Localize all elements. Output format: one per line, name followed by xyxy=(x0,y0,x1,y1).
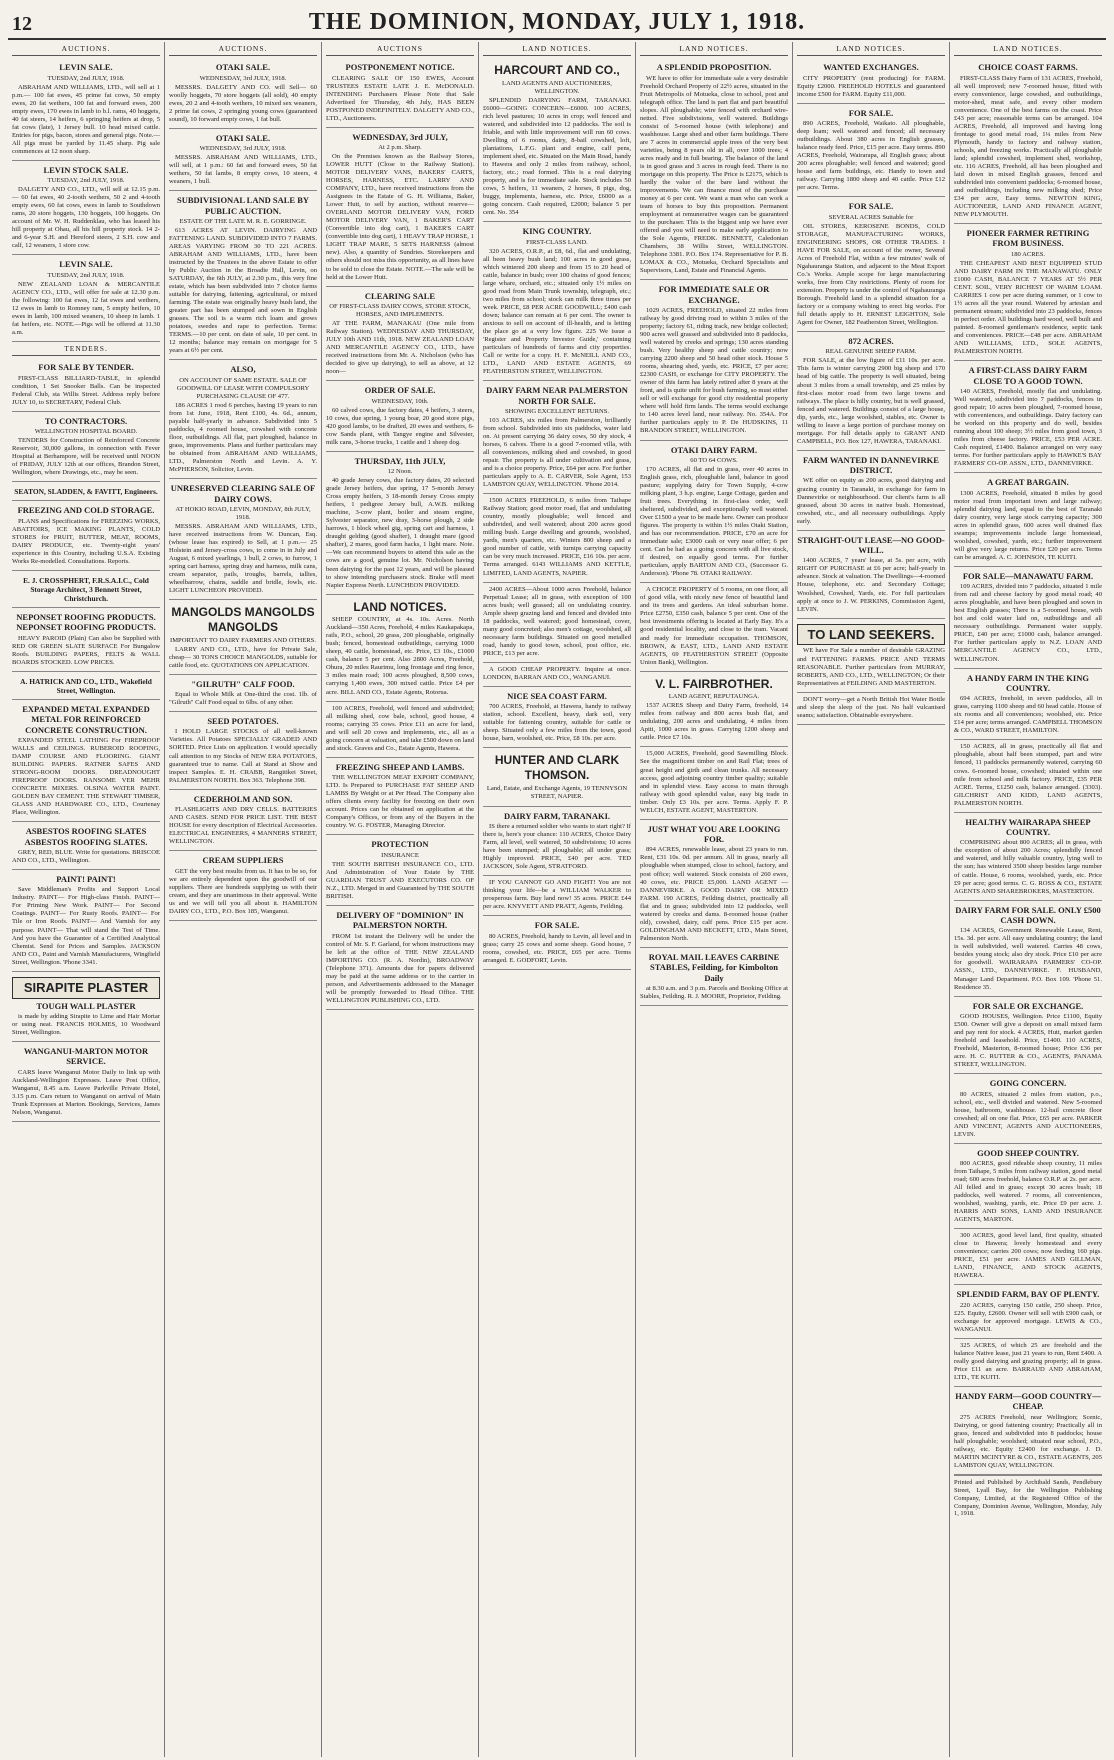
column-heading: LAND NOTICES. xyxy=(797,42,945,56)
ad-body-text: 60 calved cows, due factory dates, 4 heifers, 3 steers, 10 cows, due spring, 1 young boar, 20 good store pigs, 420 good lambs, to be drafted, 20 ewes and wethers, 6-cow Sands plant, with Tangye engine and Silvester, milk cans, 3-horse trucks, 1 cattle and 1 sheep dog. xyxy=(326,406,474,446)
ad-title: ROYAL MAIL LEAVES CARBINE STABLES, Feilding, for Kimbolton Daily xyxy=(648,951,780,983)
ad-body-text: 80 ACRES, Freehold, handy to Levin, all level and in grass; carry 25 cows and some sheep. Good house, 7 rooms, cowshed, etc. PRICE, £65 per acre. Terms arranged. E. GODFORT, Levin. xyxy=(483,932,631,964)
classified-ad xyxy=(954,361,1102,473)
ad-title: WANGANUI-MARTON MOTOR SERVICE. xyxy=(23,1045,149,1067)
ad-title: CHOICE COAST FARMS. xyxy=(978,62,1078,73)
ad-subtitle: OF FIRST-CLASS DAIRY COWS, STORE STOCK, HORSES, AND IMPLEMENTS. xyxy=(329,302,471,318)
ad-title: FREEZING SHEEP AND LAMBS. xyxy=(335,761,465,772)
ad-subtitle: IMPORTANT TO DAIRY FARMERS AND OTHERS. xyxy=(170,636,316,644)
ad-body-text: 694 ACRES, freehold, in seven paddocks, all in grass, carrying 1100 sheep and 60 head cattle. House of six rooms and all conveniences; woolshed, etc. Price £14 per acre; terms arranged. CAMPBELL THOMSON & CO., WARD STREET, HAMILTON. xyxy=(954,695,1102,735)
ad-body-text: SHEEP COUNTRY, at 4s. 10s. Acres. North Auckland—350 Acres, Freehold, 4 miles Kaukapakapa, rails, P.O., school, 20 grass, 200 ploughable, originally bush; fenced, homestead outbuildings, carrying 1000 sheep, 40 cattle, homestead, etc. Price, £3 10s., £1000 cash, balance 5 per cent. Also 2800 Acres, Freehold, Ohura, 20 miles Raurimu, long frontage and ring fence, 3 miles main road; 100 acres ploughed, 8,500 cows, carrying 1,400 ewes, 300 mixed cattle. Price £4 per acre. BILL AND CO., Estate Agents, Rotorua. xyxy=(326,616,474,696)
ad-heading: HUNTER AND CLARK THOMSON. xyxy=(494,753,620,783)
classified-ad xyxy=(797,332,945,451)
classified-ad xyxy=(483,876,631,916)
ad-title: OTAKI SALE. xyxy=(215,62,271,73)
newspaper-column xyxy=(950,42,1106,1757)
ad-signature: A. HATRICK AND CO., LTD., Wakefield Street, Wellington. xyxy=(20,676,152,695)
classified-ad xyxy=(483,687,631,749)
ad-body-text: 613 ACRES AT LEVIN. DAIRYING AND FATTENING LAND. SUBDIVIDED INTO 7 FARMS. AREAS VARYING FROM 30 TO 221 ACRES. ABRAHAM AND WILLIAMS, LTD., have been instructed by the Trustees in the above Estate to offer by Public Auction in the Broadie Hall, Levin, on SATURDAY, the 6th JULY, at 2.30 p.m., this very fine estate, which has been subdivided into 7 choice farms suitable for dairying, fattening, agricultural, or mixed farming. The estate was originally heavy bush land, the greater part has been stumped and sown in English grasses. The soil is a warm rich loam and grows potatoes, swedes and rape to perfection. Terms: TERMS.—10 per cent. on date of sale, 10 per cent. in 12 months; balance may remain on mortgage for 5 years at 6½ per cent. xyxy=(169,226,317,355)
classified-ad xyxy=(169,712,317,790)
ad-body-text: COMPRISING about 800 ACRES; all in grass, with the exception of about 200 Acres; splendidly fenced and watered, and hilly valuable country, lying well to the sun; has wintered 3500 sheep besides large number of cattle. House, 6 rooms, woolshed, yards, etc. Price £9 per acre; good terms. C. G. ROSS & CO., ESTATE AGENTS AND SHAREBROKERS, MASTERTON. xyxy=(954,839,1102,895)
ad-body-text: FLASHLIGHTS AND DRY CELLS. BATTERIES AND CASES. SEND FOR PRICE LIST. THE BEST HOUSE for every description of Electrical Accessories. ELECTRICAL ENGINEERS, 4 MANNERS STREET, WELLINGTON. xyxy=(169,805,317,846)
ad-subtitle: WEDNESDAY, 3rd JULY, 1918. xyxy=(199,74,287,82)
ad-body-text: 2400 ACRES—About 1000 acres Freehold, balance Perpetual Lease; all in grass, with exception of 100 acres bush; well grassed; all on undulating country. Ample sheep grazing land and fenced and divided into 18 paddocks, well watered; good homestead, cover, many good concreted; also men's cottage, woolshed, all necessary farm buildings. Situated on good metalled road, handy to good town, school, post office, etc. PRICE, £13 per acre. xyxy=(483,585,631,657)
ad-title: GOOD SHEEP COUNTRY. xyxy=(977,1147,1079,1158)
classified-ad xyxy=(954,1144,1102,1230)
classified-ad xyxy=(326,381,474,452)
classified-ad xyxy=(483,381,631,494)
classified-ad xyxy=(640,441,788,584)
ad-title: WEDNESDAY, 3rd JULY, xyxy=(352,131,448,142)
ad-body-text: FIRST-CLASS Dairy Farm of 131 ACRES, Freehold, all well improved; new 7-roomed house, fitted with every convenience, large cowshed, and outbuildings, motor-shed, meat safe, and every other modern convenience. One of the best farms on the coast. Price £43 per acre; reasonable terms can be arranged. 104 ACRES, Freehold, all improved and having long frontage to good metal road, 1¼ miles from New Plymouth, handy to factory and railway station, schools, and freezing works. Practically all ploughable land; splendid cowshed, implement shed, workshop, etc. 116 ACRES, Freehold, all has been ploughed and laid down in mixed English grasses, fenced and subdivided into convenient paddocks; 6-roomed house, and outbuildings, including new milking shed; Price £34 per acre, Easy terms. NEWTON KING, AUCTIONEER, LAND AND FINANCE AGENT, NEW PLYMOUTH. xyxy=(954,74,1102,219)
ad-body-text: 80 ACRES, situated 2 miles from station, p.o., school, etc., well divided and watered. New 5-roomed house, bathroom, washhouse. 12-bail concrete floor cowshed; all on one flat. Price, £65 per acre. PARKER AND VINCENT, AGENTS AND AUCTIONEERS, LEVIN. xyxy=(954,1090,1102,1138)
classified-ad xyxy=(12,58,160,161)
ad-title: THURSDAY, 11th JULY, xyxy=(354,455,446,466)
ad-body-text: WE have For Sale a number of desirable GRAZING and FATTENING FARMS. PRICE AND TERMS REASONABLE. Further particulars from MURRAY, ROBERTS, AND CO., LTD., WELLINGTON; Or their Representatives at FEILDING AND MASTERTON. xyxy=(797,647,945,687)
ad-title: LEVIN SALE. xyxy=(59,62,113,73)
ad-body-text: 150 ACRES, all in grass, practically all flat and ploughable, about half been stumped, part and wire fenced, 11 paddocks permanently watered, carrying 60 cows. 6-roomed house, cowshed; situated within one mile from school and milk factory. PRICE, £35 PER ACRE. Terms, £1250 cash, balance arranged. (3303). GILCHRIST AND KIDD, LAND AGENTS, PALMERSTON NORTH. xyxy=(954,743,1102,807)
ad-title: KING COUNTRY. xyxy=(522,226,592,237)
ad-body-text: On the Premises known as the Railway Stores, LOWER HUTT (Close to the Railway Station). MOTOR DELIVERY VANS, BAKERS' CARTS, HORSES, HARNESS, ETC. LARRY AND COMPANY, LTD., have received instructions from the Assignees in the Estate of G. H. Williams, Baker, Lower Hutt, to sell by auction, without reserve— OVERLAND MOTOR DELIVERY VAN, FORD MOTOR DELIVERY VAN, 1 BAKER'S CART (Convertible into dog cart), 1 BAKER'S CART (convertible into dog cart), 1 HEAVY TRAP HORSE, 1 LIGHT TRAP MARE, 5 SETS HARNESS (almost new). Also, a quantity of Sundries. Storekeepers and others should not miss this opportunity, as all lines have to be sold to close the Estate. NOTE.—The sale will be held at the Lower Hutt. xyxy=(326,153,474,281)
ad-title: ALSO, xyxy=(230,364,256,375)
classified-ad xyxy=(797,197,945,332)
column-heading: AUCTIONS. xyxy=(12,42,160,56)
ad-title: CEDERHOLM AND SON. xyxy=(193,793,293,804)
ad-body-text: 275 ACRES Freehold, near Wellington; Scenic, Dairying, or good fattening country; Practically all in grass, fenced and subdivided into 8 paddocks; house half ploughable; woolshed; situated near school, P.O., railway, etc. Equity £2400 for exchange. J. D. MARTIN MCINTYRE & CO., ESTATE AGENTS, 205 LAMBTON QUAY, WELLINGTON. xyxy=(954,1413,1102,1470)
ad-title: UNRESERVED CLEARING SALE OF DAIRY COWS. xyxy=(170,483,316,504)
ad-body-text: SPLENDID DAIRYING FARM, TARANAKI. £6000—GOING CONCERN—£6000. 100 ACRES, rich level pastures; 10 acres in crop; well fenced and watered, and subdivided into 12 paddocks. The soil is friable, and with little improvement will run 60 cows. Dwelling of 6 rooms, dairy, 8-bail cowshed, loft, plantations, L.F.G. plant and engine, calf pens, implement shed, etc. Situated on the Main Road, handy to Hawera and only 2 miles from railway, school, factory, etc.; road formed. This is a real dairying property, and is for immediate sale. Stock includes 50 cows, 5 heifers, 11 weaners, 2 horses, 8 pigs, dog, buggy, implements, harness, etc. Price, £6000 as a going concern. Cash required, £2000; balance 5 per cent. No. 354 xyxy=(483,96,631,217)
classified-ad xyxy=(954,1387,1102,1475)
ad-title: STRAIGHT-OUT LEASE—NO GOOD-WILL. xyxy=(797,534,945,556)
ad-body-text: 186 ACRES 1 rood 6 perches, having 19 years to run from 1st June, 1918, Rent £100, 4s. 6d., annum, payable half-yearly in advance. Subdivided into 5 paddocks, 4 roomed house, cowshed with concrete floor, outbuildings. All flat, part ploughed, balance in grass, improvements. Plans and further particulars may be obtained from ABRAHAM AND WILLIAMS, LTD., Palmerston North and Levin. A. Y. McPHERSON, Solicitor, Levin. xyxy=(169,401,317,474)
classified-ad xyxy=(169,58,317,129)
ad-title: ORDER OF SALE. xyxy=(364,385,436,396)
ad-body-text: 40 grade Jersey cows, due factory dates, 20 selected grade Jersey heifers, due spring, 17 5-month Jersey Cross empty heifers, 3 18-month Jersey Cross empty heifers, 1 pedigree Jersey bull, A.W.B. milking machine, 3-cow plant, boiler and steam engine, Sylvester separator, new dray, 3-horse plough, 2 side harrows, 1 block wheel gig, spring cart and harness, 1 draught gelding (good shafter), 1 draught mare (good shafter), 2 mares, good farm hacks, 1 light mare. Note.—We can recommend buyers to attend this sale as the cows are a good, genuine lot. Mr. Nicholson having been dairying for the past 12 years, and will be pleased to show intending purchasers stock. Brake will meet Napier Express North. LUNCHEON PROVIDED. xyxy=(326,477,474,589)
classified-ad xyxy=(954,813,1102,901)
classified-ad xyxy=(954,1229,1102,1285)
ad-columns xyxy=(8,42,1106,1757)
ad-title: HANDY FARM—GOOD COUNTRY—CHEAP. xyxy=(955,1391,1101,1412)
ad-body-text: 1537 ACRES Sheep and Dairy Farm, freehold, 14 miles from railway and 800 acres bush flat, and undulating, 200 acres and undulating, 4 miles from Apiti, 1000 acres in grass. Carrying 1200 sheep and cattle. Price £7 10s. xyxy=(640,702,788,742)
ad-title: FOR SALE BY TENDER. xyxy=(38,362,134,373)
classified-ad xyxy=(954,669,1102,741)
ad-body-text: Equal to Whole Milk at One-third the cost. 1lb. of "Gilruth" Calf Food equal to 6lbs. of any other. xyxy=(169,690,317,707)
ad-body-text: 890 ACRES, Freehold, Waikato. All ploughable, deep loam; well watered and fenced; all necessary outbuildings. About 380 acres in English grasses, balance ready feed. Price, £15 per acre. Easy terms. 890 ACRES, Freehold, Wairarapa, all English grass; about 200 acres ploughable; well fenced and watered; good house and farm buildings, etc. Handy to town and railway. Carrying 1800 sheep and 40 cattle. Price £12 per acre. Terms. xyxy=(797,119,945,192)
ad-body-text: EXPANDED STEEL LATHING For FIREPROOF WALLS and CEILINGS. RUBEROID ROOFING, DAMP COURSE AND FLOORING. GIANT BUILDING PAPERS. RATNER SAFES AND STRONG-ROOM DOORS. DREADNOUGHT FIREPROOF DOORS. RANSOME VER MEHR CONCRETE MIXERS. OLSINA WATER PAINT. GOLDEN BAY CEMENT. THE STEWART TIMBER, GLASS AND HARDWARE CO., LTD., Courtenay Place, Wellington. xyxy=(12,736,160,817)
ad-subtitle: TUESDAY, 2nd JULY, 1918. xyxy=(47,74,125,82)
classified-ad xyxy=(483,748,631,806)
ad-title: PAINT! PAINT! xyxy=(56,873,116,884)
ad-title: TOUGH WALL PLASTER xyxy=(36,1000,136,1011)
ad-body-text: THE CHEAPEST AND BEST EQUIPPED STUD AND DAIRY FARM IN THE MANAWATU. ONLY £1000 CASH, BALANCE 7 YEARS AT 5½ PER CENT. SOIL, VERY RICHEST OF WARM LOAM. CARRIES 1 cow per acre during summer, or 1 cow to 1½ acres all the year round. Watered by artesian and permanent stream; subdivided into 23 paddocks, fences in perfect order. All buildings hard wood, well built and painted. 8-roomed gentleman's residence, septic tank and conveniences. PRICE—£48 per acre. ABRAHAM AND WILLIAMS, LTD., SOLE AGENTS, PALMERSTON NORTH. xyxy=(954,259,1102,356)
ad-title: NEPONSET ROOFING PRODUCTS. NEPONSET ROOFING PRODUCTS. xyxy=(16,611,156,633)
classified-ad xyxy=(12,870,160,972)
ad-subtitle: WEDNESDAY, 3rd JULY, 1918. xyxy=(199,145,287,153)
ad-heading: MANGOLDS MANGOLDS MANGOLDS xyxy=(171,605,315,634)
ad-body-text: GET the very best results from us. It has to be so, for we are entirely dependent upon the goodwill of our suppliers. There are hundreds supplying us with their cream, and they are unanimous in their approval. Write us and we will tell you all about it. HAMILTON DAIRY CO., LTD., P.O. Box 185, Wanganui. xyxy=(169,867,317,915)
classified-ad xyxy=(169,600,317,674)
classified-ad xyxy=(954,224,1102,361)
ad-body-text: CLEARING SALE OF 150 EWES, Account TRUSTEES ESTATE LATE J. E. McDONALD. INTENDING Purchasers Please Note that Sale Advertised for Thursday, 4th July, HAS BEEN POSTPONED INDEFINITELY. DALGETY AND CO., LTD., Auctioneers. xyxy=(326,74,474,122)
ad-title: OTAKI DAIRY FARM. xyxy=(670,444,758,455)
ad-body-text: 800 ACRES, good rideable sheep country, 11 miles from Taihape, 5 miles from railway station, good metal road; 600 acres freehold, balance O.R.P. at 2s. per acre. All felled and in grass; except 30 acres bush; 18 paddocks, well watered. 7 rooms, all conveniences, woolshed, washing, yards, etc. Price £9 per acre. J. HARRIS AND SONS, LAND AND INSURANCE AGENTS, MARTON. xyxy=(954,1160,1102,1224)
classified-ad xyxy=(483,916,631,969)
classified-ad xyxy=(326,58,474,128)
classified-ad xyxy=(169,851,317,921)
classified-ad xyxy=(954,1285,1102,1338)
ad-body-text: GOOD HOUSES, Wellington. Price £1100, Equity £500. Owner will give a deposit on small mixed farm and pay rent for stock. 4 ACRES, Hutt, market garden freehold and leasehold. Price, £1400. 110 ACRES, Freehold, Masterton, 8-roomed house; Price £36 per acre. H. C. RUTTER & CO., AGENTS, PANAMA STREET, WELLINGTON. xyxy=(954,1012,1102,1069)
ad-body-text: is made by adding Sirapite to Lime and Hair Mortar or using neat. FRANCIS HOLMES, 10 Woodward Street, Wellington. xyxy=(12,1012,160,1036)
ad-title: SEED POTATOES. xyxy=(207,716,279,727)
ad-title: WANTED EXCHANGES. xyxy=(823,62,919,73)
ad-body-text: 220 ACRES, carrying 150 cattle, 250 sheep. Price, £25. Equity, £2600. Owner will sell with £900 cash, or exchange for approved mortgage. LEWIS & CO., WANGANUI. xyxy=(954,1301,1102,1333)
classified-ad xyxy=(326,758,474,836)
classified-ad xyxy=(640,58,788,280)
ad-title: 872 ACRES. xyxy=(848,336,894,347)
classified-ad xyxy=(640,747,788,819)
ad-subtitle: ESTATE OF THE LATE M. R. E. GORRINGE. xyxy=(179,217,307,225)
ad-title: GOING CONCERN. xyxy=(989,1078,1067,1089)
ad-subtitle: FIRST-CLASS LAND. xyxy=(526,238,588,246)
classified-ad xyxy=(797,58,945,103)
newspaper-column xyxy=(165,42,322,1757)
ad-title: A SPLENDID PROPOSITION. xyxy=(656,62,772,73)
ad-title: "GILRUTH" CALF FOOD. xyxy=(191,678,295,689)
classified-ad xyxy=(954,567,1102,669)
classified-ad xyxy=(954,58,1102,224)
classified-ad xyxy=(12,358,160,411)
ad-subtitle: ON ACCOUNT OF SAME ESTATE. SALE OF GOODWILL OF LEASE WITH COMPULSORY PURCHASING CLAUSE OF 477. xyxy=(176,376,310,400)
classified-ad xyxy=(483,807,631,877)
ad-title: ASBESTOS ROOFING SLATES ASBESTOS ROOFING SLATES. xyxy=(24,826,148,847)
ad-body-text: 894 ACRES, renewable lease, about 23 years to run. Rent, £31 10s. 0d. per annum. All in grass, nearly all ploughable when stumped, close to school, factory, and post office; well watered. Stock consists of 260 ewes, 40 cows, etc. PRICE £5,000. LAND AGENT — DANNEVIRKE. A GOOD DAIRY OR MIXED FARM. 190 ACRES, Feilding district, practically all flat and in grass; subdivided into 12 paddocks, well watered by creeks and dams. 8-roomed house (rather old), cowshed, dairy, calf pens. Price £15 per acre. GOLDINGHAM AND BECKETT, LTD., Main Street, Palmerston North. xyxy=(640,846,788,942)
ad-title: HEALTHY WAIRARAPA SHEEP COUNTRY. xyxy=(965,816,1091,838)
newspaper-column xyxy=(793,42,950,1757)
column-heading: LAND NOTICES. xyxy=(954,42,1102,56)
classified-ad xyxy=(12,571,160,608)
ad-subtitle: SEVERAL ACRES Suitable for xyxy=(828,213,914,221)
classified-ad xyxy=(12,972,160,1042)
classified-ad xyxy=(326,287,474,382)
masthead xyxy=(8,6,1106,40)
classified-ad xyxy=(12,161,160,256)
ad-body-text: PLANS and Specifications for FREEZING WORKS, ABATTOIRS, ICE MAKING PLANTS, COLD STORES for FRUIT, BUTTER, MEAT, ROOMS, DAIRY PRODUCE, etc. Twenty-eight years' experience in this Country, including U.S.A. Existing Works Re-modelled. Consultations. Reports. xyxy=(12,517,160,565)
classified-ad xyxy=(954,1339,1102,1387)
ad-body-text: AT THE FARM, MANAKAU (One mile from Railway Station). WEDNESDAY AND THURSDAY, JULY 10th AND 11th, 1918. NEW ZEALAND LOAN AND MERCANTILE AGENCY CO., LTD., have received instructions from Mr. A. Nicholson (who has decided to give up dairying), to sell as above, at 12 noon— xyxy=(326,320,474,376)
ad-body-text: ABRAHAM AND WILLIAMS, LTD., will sell at 1 p.m.— 100 fat ewes, 45 prime fat cows, 50 empty ewes, 20 fat wethers, 100 fat and forward ewes, 200 empty ewes, 170 ewes in lamb to b.l. rams, 40 hoggets, 40 fat steers, 14 heifers, 6 springing heifers at drop, 5 fat cows (late), 1 Jersey bull. 10 head mixed cattle. Entries for pigs, bacon, stores and general pigs. Note.—All pigs must be yarded by 11.45 sharp. Pig sale commences at 12 noon sharp. xyxy=(12,83,160,155)
ad-subtitle: AT HOKIO ROAD, LEVIN, MONDAY, 8th JULY, 1918. xyxy=(175,505,311,521)
ad-banner: TO LAND SEEKERS. xyxy=(797,624,945,646)
ad-title: CLEARING SALE xyxy=(364,290,436,301)
classified-ad xyxy=(169,129,317,192)
ad-body-text: IS there a returned soldier who wants to start right? If there is, here's your chance: 110 ACRES, Choice Dairy Farm, all level, well watered, 50 subdivisions; 10 acres have been stumped; all ploughable; all under grass; Highly improved. PRICE, £40 per acre. TED JACKSON, Sole Agent, STRATFORD. xyxy=(483,823,631,871)
ad-title: PIONEER FARMER RETIRING FROM BUSINESS. xyxy=(966,228,1090,249)
classified-ad xyxy=(12,501,160,571)
ad-body-text: at 8.30 a.m. and 3 p.m. Parcels and Booking Office at Stables, Feilding. R. J. MOORE, Proprietor, Feilding. xyxy=(640,984,788,1000)
classified-ad xyxy=(12,822,160,870)
ad-body-text: 320 ACRES, O.R.P., at £8, 6d., flat and undulating, all been heavy bush land; 100 acres in good grass, which wintered 200 sheep and from 15 to 20 head of cattle, balance in bush; over 100 chains of good fences; large whare, orchard, etc.; situated only 1½ miles on good road from Main Trunk township, telegraph, etc.; two miles from school; stock can milk three times per week. PRICE, £8 PER ACRE GOODWILL; £400 cash down; balance can remain at 6 per cent. The owner is anxious to sell on account of ill-health, and is letting the place go at a very low figure. 225 We issue a 'Register and Property Investor Guide,' containing particulars of hundreds of farms and city properties. Call or write for a copy. H. F. McNEILL AND CO., LTD., LAND AND ESTATE AGENTS, 69 FEATHERSTON STREET, WELLINGTON. xyxy=(483,247,631,376)
ad-title: DAIRY FARM, TARANAKI. xyxy=(503,810,611,821)
ad-body-text: 134 ACRES, Government Renewable Lease, Rent, 15s. 3d. per acre. All easy undulating country; the land is well subdivided, well watered. Carries 48 cows, besides young stock; also dry stock. Price £10 per acre for goodwill. WAIRARAPA FARMERS' CO-OP. ASSN., LTD., DANNEVIRKE. F. HUSBAND, Manager Land Department. P.O. Box 109. 'Phone 51. Residence 35. xyxy=(954,927,1102,991)
ad-heading: HARCOURT AND CO., xyxy=(494,63,620,78)
ad-title: POSTPONEMENT NOTICE. xyxy=(345,62,455,73)
ad-body-text: GREY, RED, BLUE. Write for quotations. BRISCOE AND CO., LTD., Wellington. xyxy=(12,848,160,864)
newspaper-column xyxy=(322,42,479,1757)
newspaper-column xyxy=(636,42,793,1757)
ad-body-text: THE SOUTH BRITISH INSURANCE CO., LTD. And Administration of Your Estate by THE GUARDIAN TRUST AND EXECUTORS CO. OF N.Z., LTD. Merged in and Guaranteed by THE SOUTH BRITISH. xyxy=(326,860,474,900)
ad-heading: V. L. FAIRBROTHER. xyxy=(655,676,773,691)
ad-title: FOR SALE—MANAWATU FARM. xyxy=(962,570,1094,581)
ad-subtitle: TUESDAY, 2nd JULY, 1918. xyxy=(47,177,125,185)
ad-body-text: CITY PROPERTY (rent producing) for FARM. Equity £2000. FREEHOLD HOTELS and guaranteed income £500 for FARM. Equity £11,000. xyxy=(797,74,945,98)
classified-ad xyxy=(169,360,317,479)
ad-subtitle: At 2 p.m. Sharp. xyxy=(378,144,422,152)
classified-ad xyxy=(483,222,631,381)
ad-body-text: MESSRS. ABRAHAM AND WILLIAMS, LTD., will sell, at 1 p.m.: 60 fat and forward ewes, 50 fat wethers, 50 fat lambs, 8 empty cows, 10 steers, 4 weaners, 1 bull. xyxy=(169,154,317,186)
classified-ad xyxy=(797,693,945,725)
classified-ad xyxy=(640,820,788,948)
classified-ad xyxy=(797,619,945,693)
ad-subtitle: INSURANCE xyxy=(381,851,419,859)
classified-ad xyxy=(954,1074,1102,1144)
ad-title: DAIRY FARM FOR SALE. ONLY £500 CASH DOWN. xyxy=(955,904,1101,925)
printer-imprint: Printed and Published by Archibald Sands, Pendlebury Street, Lyall Bay, for the Wellington Publishing Company, Limited, at the Registered Office of the Company, Dominion Avenue, Wellington, Monday, July 1, 1918. xyxy=(954,1475,1102,1518)
newspaper-title: THE DOMINION, MONDAY, JULY 1, 1918. xyxy=(308,9,806,35)
ad-subtitle: SHOWING EXCELLENT RETURNS. xyxy=(504,407,610,415)
ad-body-text: 170 ACRES, all flat and in grass, over 40 acres in English grass, rich, ploughable land, balance in good pasture; supplying dairy for Town Supply, 4-cow milking plant, 3 h.p. engine, Large Cottage, garden and fruit trees. Everything in first-class order, well sheltered, subdivided, and exceptionally well watered. Over £1500 a year to be made here. Owner can produce figures. The property is within 1½ miles Otaki Station, and has our recommendation. PRICE, £70 an acre for immediate sale; £3000 cash or very near offer; 6 per cent. Can be had as a going concern with all live stock, if desired, on equally good terms. For further particulars, apply BARTON AND CO., (Successor G. Anderson). 'Phone 78. OTAKI RAILWAY. xyxy=(640,465,788,578)
classified-ad xyxy=(169,790,317,852)
ad-title: A FIRST-CLASS DAIRY FARM CLOSE TO A GOOD TOWN. xyxy=(968,365,1088,386)
newspaper-column xyxy=(479,42,636,1757)
classified-ad xyxy=(12,700,160,822)
classified-ad xyxy=(326,835,474,906)
ad-body-text: 100 ACRES, Freehold, well fenced and subdivided; all milking shed, cow bale, school, good house, 4 rooms; carrying 35 cows. Price £11 an acre for land, and will sell 20 cows and implements, etc., all as a going concern at valuation, and take £500 down on land and stock. Graves and Co., Estate Agents, Hawera. xyxy=(326,704,474,752)
classified-ad xyxy=(483,583,631,663)
ad-title: OTAKI SALE. xyxy=(215,132,271,143)
ad-body-text: WE offer on equity as 200 acres, good dairying and grazing country in Taranaki, in exchange for farm in Dannevirke or neighbourhood. Our client's farm is all grassed, about 30 acres in native bush. Homestead, cowshed, etc., and all necessary outbuildings. Apply early. xyxy=(797,477,945,525)
classified-ad xyxy=(326,702,474,758)
column-heading: LAND NOTICES. xyxy=(640,42,788,56)
ad-title: A HANDY FARM IN THE KING COUNTRY. xyxy=(967,672,1089,693)
classified-ad xyxy=(954,473,1102,567)
ad-banner: SIRAPITE PLASTER xyxy=(12,977,160,999)
ad-title: PROTECTION xyxy=(371,839,429,850)
classified-ad xyxy=(169,191,317,360)
classified-ad xyxy=(640,672,788,748)
classified-ad xyxy=(12,1042,160,1122)
ad-subtitle: 60 TO 64 COWS. xyxy=(690,456,738,464)
ad-subtitle: REAL GENUINE SHEEP FARM. xyxy=(825,348,917,356)
classified-ad xyxy=(640,948,788,1006)
ad-title: FOR IMMEDIATE SALE OR EXCHANGE. xyxy=(658,284,770,305)
ad-subtitle: Land, Estate, and Exchange Agents, 19 TENNYSON STREET, NAPIER. xyxy=(486,784,628,800)
ad-title: FOR SALE. xyxy=(848,201,894,212)
ad-title: FOR SALE OR EXCHANGE. xyxy=(972,1000,1084,1011)
ad-body-text: 300 ACRES, good level land, first quality, situated close to Hawera; lovely homestead and every convenience; carries 200 cows; now feeding 160 pigs. PRICE, £51 per acre. JAMES AND GILLMAN, LAND, FINANCE, AND STOCK AGENTS, HAWERA. xyxy=(954,1232,1102,1280)
ad-body-text: FIRST-CLASS BILLIARD-TABLE, in splendid condition, 1 Set Snooker Balls. Can be inspected Federal Club, sta Willis Street. Address reply before JULY 10, to SECRETARY, Federal Club. xyxy=(12,374,160,406)
classified-ad xyxy=(169,479,317,600)
ad-subtitle: 12 Noon. xyxy=(387,468,413,476)
ad-title: FREEZING AND COLD STORAGE. xyxy=(17,505,155,516)
classified-ad xyxy=(12,672,160,700)
ad-body-text: THE WELLINGTON MEAT EXPORT COMPANY, LTD. Is Prepared to PURCHASE FAT SHEEP AND LAMBS By Weight or at Per Head. The Company also offers clients every facility for freezing on their own account. Prices can be obtained on application at the Company's Offices, or from any of the Buyers in the country. W. G. FOSTER, Managing Director. xyxy=(326,774,474,830)
classified-ad xyxy=(954,740,1102,812)
classified-ad xyxy=(797,104,945,198)
ad-body-text: A GOOD CHEAP PROPERTY. Inquire at once. LONDON, BARRAN AND CO., WANGANUI. xyxy=(483,665,631,681)
ad-subtitle: 180 ACRES. xyxy=(1010,250,1046,258)
ad-signature: E. J. CROSSPHERT, F.R.S.A.I.C., Cold Storage Architect, 3 Bennett Street, Christchurch. xyxy=(23,575,149,603)
ad-body-text: Save Middleman's Profits and Support Local Industry. PAINT— For High-class Finish. PAINT— For Priming New Work. PAINT— For Second Coatings. PAINT— For Rusty Roofs. PAINT— For Tile or Iron Roofs. PAINT— And Varnish for any purpose. PAINT— That will stand the Test of Time. And you have the Guarantee of a Certified Analytical Chemist. Send for Prices and Samples. JACKSON AND CO., Paint and Varnish Manufacturers, Wingfield Street, Wellington. 'Phone 3341. xyxy=(12,886,160,966)
classified-ad xyxy=(954,901,1102,997)
classified-ad xyxy=(483,663,631,687)
classified-ad xyxy=(12,412,160,483)
classified-ad xyxy=(326,906,474,1010)
section-heading: TENDERS. xyxy=(12,342,160,356)
ad-body-text: 1300 ACRES, Freehold, situated 8 miles by good motor road from important town and large railway; splendid dairying land, equal to the best of Taranaki dairy country, very large stock carrying capacity; 300 acres in splendid grass, 600 acres well drained flax swamps; improvements include large homestead, woolshed, cowshed, yards, etc.; further improvement will give very large returns. Price £20 per acre. Terms can be arranged. A. C. JOHNSON, TE KUITI. xyxy=(954,489,1102,561)
ad-body-text: HEAVY PAROID (Plain) Can also be Supplied with RED OR GREEN SLATE SURFACE For Bungalow Roofs. BUILDING PAPERS, FELTS & WALL BOARDS STOCKED. LOW PRICES. xyxy=(12,634,160,666)
ad-body-text: LARRY AND CO., LTD., have for Private Sale, cheap— 30 TONS CHOICE MANGOLDS, suitable for cattle food, etc. QUOTATIONS ON APPLICATION. xyxy=(169,645,317,669)
ad-body-text: 103 ACRES, six miles from Palmerston, brilliantly from school. Subdivided into six paddocks, water laid on. At present carrying 36 dairy cows, 50 dry stock, 4 horses, 6 calves. There is a good 7-roomed villa, with all conveniences, milking shed and cowshed, in good repair. The property is all under cultivation and grass, and is a choice property. Price, £64 per acre. For further particulars apply to A. E. CARVER, Sole Agent, 153 LAMBTON QUAY, WELLINGTON. 'Phone 2014. xyxy=(483,416,631,489)
classified-ad xyxy=(326,452,474,595)
ad-body-text: OIL STORES, KEROSENE BONDS, COLD STORAGE, MANUFACTURING WORKS, ENGINEERING SHOPS, OR OTHER TRADES. I HAVE FOR SALE, on account of the owner, Several Acres of Freehold Flat, within a few minutes' walk of Ngahauranga Station, and adjacent to the Meat Export Co.'s Works. Ample scope for large manufacturing works, free from City restrictions. Plenty of room for extension. Property is under the control of Ngahauranga Borough. Freehold land in a splendid situation for a factory or a company wishing to erect big works. For full details apply to H. ERNEST LEIGHTON, Sole Agent for Owner, 182 Featherston Street, Wellington. xyxy=(797,222,945,326)
classified-ad xyxy=(326,128,474,287)
ad-body-text: 1500 ACRES FREEHOLD, 6 miles from Taihape Railway Station; good motor road, flat and undulating country, mostly ploughable; well fenced and subdivided, and well watered; about 200 acres good milling bush. Large dwelling and grounds, woolshed, yards, men's quarters, etc. Winters 800 sheep and a good number of cattle, with turnips carrying capacity can be very much increased. PRICE, £16 10s. per acre. Terms arranged. 6143 WILLIAMS AND KETTLE, LIMITED, LAND AGENTS, NAPIER. xyxy=(483,497,631,577)
ad-signature: SEATON, SLADDEN, & FAVITT, Engineers. xyxy=(14,487,158,497)
ad-body-text: 1400 ACRES, 7 years' lease, at 5s. per acre, with RIGHT OF PURCHASE at £6 per acre; half-yearly in advance. Stock at valuation. The Dwellings—4-roomed House, telephone, etc. and Secondary Cottage; Woolshed, Cowshed, Yards, etc. For full particulars apply at once to J. W. PERKINS, Commission Agent, LEVIN. xyxy=(797,557,945,613)
ad-body-text: MESSRS. ABRAHAM AND WILLIAMS, LTD., have received instructions from W. Duncan, Esq. (whose lease has expired) to Sell, at 1 p.m.— 25 Holstein and Jersey-cross cows, to come in in July and August, 6 mixed yearlings, 1 bull, 2 cows, to furrow, 1 spring cart harness, spring dray and harness, milk cans, cream separator, pails, troughs, barrels, tallies, wheelbarrow, chains, saddle and bridle, fowls, etc. LIGHT LUNCHEON PROVIDED. xyxy=(169,522,317,595)
ad-title: JUST WHAT YOU ARE LOOKING FOR. xyxy=(647,823,781,845)
classified-ad xyxy=(12,482,160,501)
newspaper-column xyxy=(8,42,165,1757)
ad-body-text: 140 ACRES, Freehold, mostly flat and undulating. Well watered, subdivided into 7 paddocks, fences in good repair; 10 acres been ploughed, 7-roomed house, with conveniences, and outbuildings. Dairy factory can be worked on this property and do well, besides running about 100 sheep; 3½ miles from good town, 3 miles from cheese factory. PRICE, £53 PER ACRE. Cash required, £1400. Balance arranged on very easy terms. For further particulars apply to HAWKE'S BAY FARMERS' CO-OP. ASSN., LTD., DANNEVIRKE. xyxy=(954,387,1102,468)
ad-subtitle: LAND AGENTS AND AUCTIONEERS, WELLINGTON. xyxy=(502,79,612,95)
ad-title: LEVIN STOCK SALE. xyxy=(43,164,129,175)
classified-ad xyxy=(12,608,160,672)
ad-title: FOR SALE. xyxy=(534,920,580,931)
classified-ad xyxy=(326,595,474,702)
classified-ad xyxy=(12,255,160,342)
classified-ad xyxy=(797,531,945,619)
ad-body-text: 109 ACRES, divided into 7 paddocks, situated 1 mile from rail and cheese factory by good metal road; 40 acres ploughable, and have been ploughed and sown in best English grasses; There is a 5-roomed house, with hot and cold water laid on, outbuildings and all necessary outbuildings. Permanent water supply. PRICE, £40 per acre; £1000 cash, balance arranged. For further particulars apply to N.Z. LOAN AND MERCANTILE AGENCY CO., LTD., WELLINGTON. xyxy=(954,583,1102,663)
ad-subtitle: WEDNESDAY, 10th. xyxy=(371,397,429,405)
ad-body-text: IF YOU CANNOT GO AND FIGHT! You are not thinking your life—be a WILLIAM WALKER to prosperous farm. Buy land now! 35 acres. PRICE £44 per acre. KNYVETT AND PRATT, Agents, Feilding. xyxy=(483,879,631,911)
ad-title: SPLENDID FARM, BAY OF PLENTY. xyxy=(956,1289,1100,1300)
ad-title: DELIVERY OF "DOMINION" IN PALMERSTON NORTH. xyxy=(336,909,464,931)
ad-body-text: 325 ACRES, of which 25 are freehold and the balance Native lease, just 21 years to run, Rent £400. A really good dairying and grazing property; all in grass. Price £11 an acre. BARRAUD AND ABRAHAM, LTD., TE KUITI. xyxy=(954,1341,1102,1382)
ad-title: A GREAT BARGAIN. xyxy=(987,477,1069,488)
page-number: 12 xyxy=(12,13,32,35)
classified-ad xyxy=(640,583,788,671)
ad-subtitle: WELLINGTON HOSPITAL BOARD. xyxy=(34,428,138,436)
ad-body-text: FOR SALE, at the low figure of £11 10s. per acre. This farm is winter carrying 2900 big sheep and 170 head of big cattle. The property is well situated, being about 3 miles from a small township, and 25 miles by first-class motor road from two large towns and railways. The place is hilly country, but is well grassed, fenced and watered. Buildings consist of a large house, dip, yards, etc., large woolshed, stables, etc. Owner is willing to leave a large portion of purchase money on mortgage. For full details apply to GRANT AND CAMPBELL, P.O. Box 127, HAWERA, TARANAKI. xyxy=(797,357,945,445)
classified-ad xyxy=(797,451,945,531)
ad-title: DAIRY FARM NEAR PALMERSTON NORTH FOR SALE. xyxy=(486,385,628,406)
ad-body-text: I HOLD LARGE STOCKS of all well-known Varieties. All Potatoes SPECIALLY GRADED AND SORTED. Price Lists on application. I would specially call attention to my Stocks of NEW ERA POTATOES, guaranteed true to name. Call at Stand at Show and inspect Samples. E. H. CRABB, Rangitikei Street, PALMERSTON NORTH. Box 363. Telephone 398. xyxy=(169,728,317,784)
classified-ad xyxy=(169,675,317,712)
classified-ad xyxy=(483,58,631,222)
ad-title: NICE SEA COAST FARM. xyxy=(507,690,607,701)
ad-body-text: FROM 1st instant the Delivery will be under the control of Mr. S. F. Garland, for whom instructions may be left at the office of THE NEW ZEALAND IMPORTING CO. (R. A. Nordin), BROADWAY (Telephone 371). Amounts due for papers delivered may be paid at the same address or to the carrier in person, and Advertisements addressed to the Manager will be promptly forwarded to Head Office. THE WELLINGTON PUBLISHING CO., LTD. xyxy=(326,932,474,1004)
ad-body-text: 15,000 ACRES, Freehold, good Sawmilling Block. See the magnificent timber on and Rail Flat; trees of great height and girth and clean trunks. All necessary access, good adjoining country timber quality; suitable and in splendid view. Easy access to main through railway with good splendid value, easy big trade in timber. Only £3 10s. per acre. Terms. Apply F. P. WELCH, ESTATE AGENT, MASTERTON. xyxy=(640,750,788,814)
ad-title: SUBDIVISIONAL LAND SALE BY PUBLIC AUCTION. xyxy=(176,195,310,216)
ad-body-text: CARS leave Wanganui Motor Daily to link up with Auckland-Wellington Expresses. Leave Post Office, Wanganui, 8.45 a.m. Leave Parkville Private Hotel, 3.15 p.m. Cars return to Wanganui on arrival of Main Trunk Expresses at Marton. Bookings, Services, James Nelson, Wanganui. xyxy=(12,1068,160,1116)
ad-body-text: NEW ZEALAND LOAN & MERCANTILE AGENCY CO., LTD., will offer for sale at 12.30 p.m. the following: 100 fat ewes, 12 fat ewes and wethers, 12 ewes in lamb to Romney ram, 5 empty heifers, 10 ewes in lamb, 100 mixed weaners, 10 sheep in lamb. 1 fat heifers, etc. NOTE.—Pigs will be offered at 11.30 a.m. xyxy=(12,280,160,337)
ad-title: CREAM SUPPLIERS xyxy=(202,855,284,866)
ad-title: LEVIN SALE. xyxy=(59,259,113,270)
column-heading: AUCTIONS xyxy=(326,42,474,56)
ad-body-text: 1029 ACRES, FREEHOLD, situated 22 miles from railway by good driving road to within 3 miles of the property; factory 61, riding track, new bridge collected; 900 acres well grassed and subdivided into 8 paddocks, well watered by creeks and springs; 130 acres standing bush. Very healthy sheep and cattle country; now carrying 2200 sheep and 50 head other stock. House 5 rooms, shearing shed, yards, etc. PRICE, £7 per acre; £2300 CASH, or exchange for CITY PROPERTY. The owner of this farm has lately retired after 8 years at the front, and is quite unfit for bush farming, so must either sell or will exchange for good city residential property where will hold firm lands. The terms would exchange to 140 acres level land, near railway. No. 354A. For further particulars apply to P. De HUDSKINS, 11 BRANDON STREET, WELLINGTON. xyxy=(640,307,788,435)
ad-title: FOR SALE. xyxy=(848,107,894,118)
column-heading: LAND NOTICES. xyxy=(483,42,631,56)
ad-title: EXPANDED METAL EXPANDED METAL FOR REINFORCED CONCRETE CONSTRUCTION. xyxy=(22,703,150,735)
ad-title: FARM WANTED IN DANNEVIRKE DISTRICT. xyxy=(803,454,939,476)
classified-ad xyxy=(640,280,788,440)
ad-body-text: DALGETY AND CO., LTD., will sell at 12.15 p.m.— 60 fat ewes, 40 2-tooth wethers, 50 2 and 4-tooth empty ewes, 60 fat cows, ewes in lamb to Southdown rams, 20 store hoggets, 130 hoggets, 100 hoggets. On account of Mr. W. H. Ruddenklau, who has leased his hill property at Ohau, all his hill property stock. 14 2- and 6-year S.H. and Hereford steers, 2 S.H. cow and calf, 12 weaners, 1 store cow. xyxy=(12,186,160,250)
ad-body-text: MESSRS. DALGETY AND CO. will Sell— 60 woolly hoggets, 70 store hoggets (all sold), 40 empty ewes, 20 2 and 4-tooth wethers, 10 mixed sex weaners, 2 prime fat cows, 2 springing young cows (guaranteed sound), 10 forward empty cows, 1 fat bull. xyxy=(169,83,317,123)
column-heading: AUCTIONS. xyxy=(169,42,317,56)
ad-body-text: A CHOICE PROPERTY of 5 rooms, on one floor, all of good villa, with nicely new fence of beautiful land and its trees and gardens. An ideal suburban home. Price £2750, £350 cash, balance 5 per cent. One of the best investments offering is located at Early Bay. It's a good residential locality, and close to the tram. Vacant and ready for immediate occupation. THOMSON, BROWN, & EAST, LTD., LAND AND ESTATE AGENTS, 69 FEATHERSTON STREET (Opposite Union Bank), Wellington. xyxy=(640,586,788,666)
ad-body-text: TENDERS for Construction of Reinforced Concrete Reservoir, 30,000 gallons, in connection with Fever Hospital at Berhampore, will be received until NOON of FRIDAY, JULY 12th at our offices, Brandon Street, Wellington, where Drawings, etc., may be seen. xyxy=(12,437,160,477)
ad-subtitle: LAND AGENT, REPUTAUNGA. xyxy=(668,693,760,701)
ad-body-text: DON'T worry—get a North British Hot Water Bottle and sleep the sleep of the just. No half vulcanised seams; satisfaction. Obtainable everywhere. xyxy=(797,695,945,719)
ad-subtitle: TUESDAY, 2nd JULY, 1918. xyxy=(47,271,125,279)
classified-ad xyxy=(483,494,631,582)
ad-body-text: 700 ACRES, Freehold, at Hawera, handy to railway station, school. Excellent, heavy, dark soil, very suitable for fattening country, suitable for cattle or sheep. Situated only a few miles from the town, good house, barn, woolshed, etc. Price, £8 10s. per acre. xyxy=(483,703,631,743)
classified-ad xyxy=(954,997,1102,1075)
ad-heading: LAND NOTICES. xyxy=(353,599,447,614)
ad-title: TO CONTRACTORS. xyxy=(44,415,128,426)
ad-body-text: WE have to offer for immediate sale a very desirable Freehold Orchard Property of 22½ acres, situated in the Fruit Metropolis of Motueka, close to school, post and telegraph office. The land is part flat and part beautiful slopes. All ploughable; wire fenced with orchard wire-netted. Five subdivisions, well watered. Buildings consist of 5-roomed house (with telephone) and washhouse. Large shed and other farm buildings. There are 7 acres in commercial apple trees of the very best varieties, being 8 years old in all, over 1000 trees; 4 acres ready and in full bearing. The balance of the land is in good grass and 3 acres in rough feed. There is no mortgage on this property. The Price is £2175, which is hardly the value of the bare land without the improvements. We can finance most of the purchase money at 6 per cent. We want a man who can work a team of horses to buy this proposition. Permanent employment at remunerative wages can be guaranteed to the purchaser. This is the biggest snip we have ever offered and you will need to make early application to the Sole Agents, FREDK. BENNETT, Caledonian Chambers, 38 Willis Street, WELLINGTON. Telephone 3381. P.O. Box 174. Representative for P. B. LOMAX & CO., Motueka, Orchard Specialists and Supervisors, Land, Estate and Financial Agents. xyxy=(640,74,788,275)
